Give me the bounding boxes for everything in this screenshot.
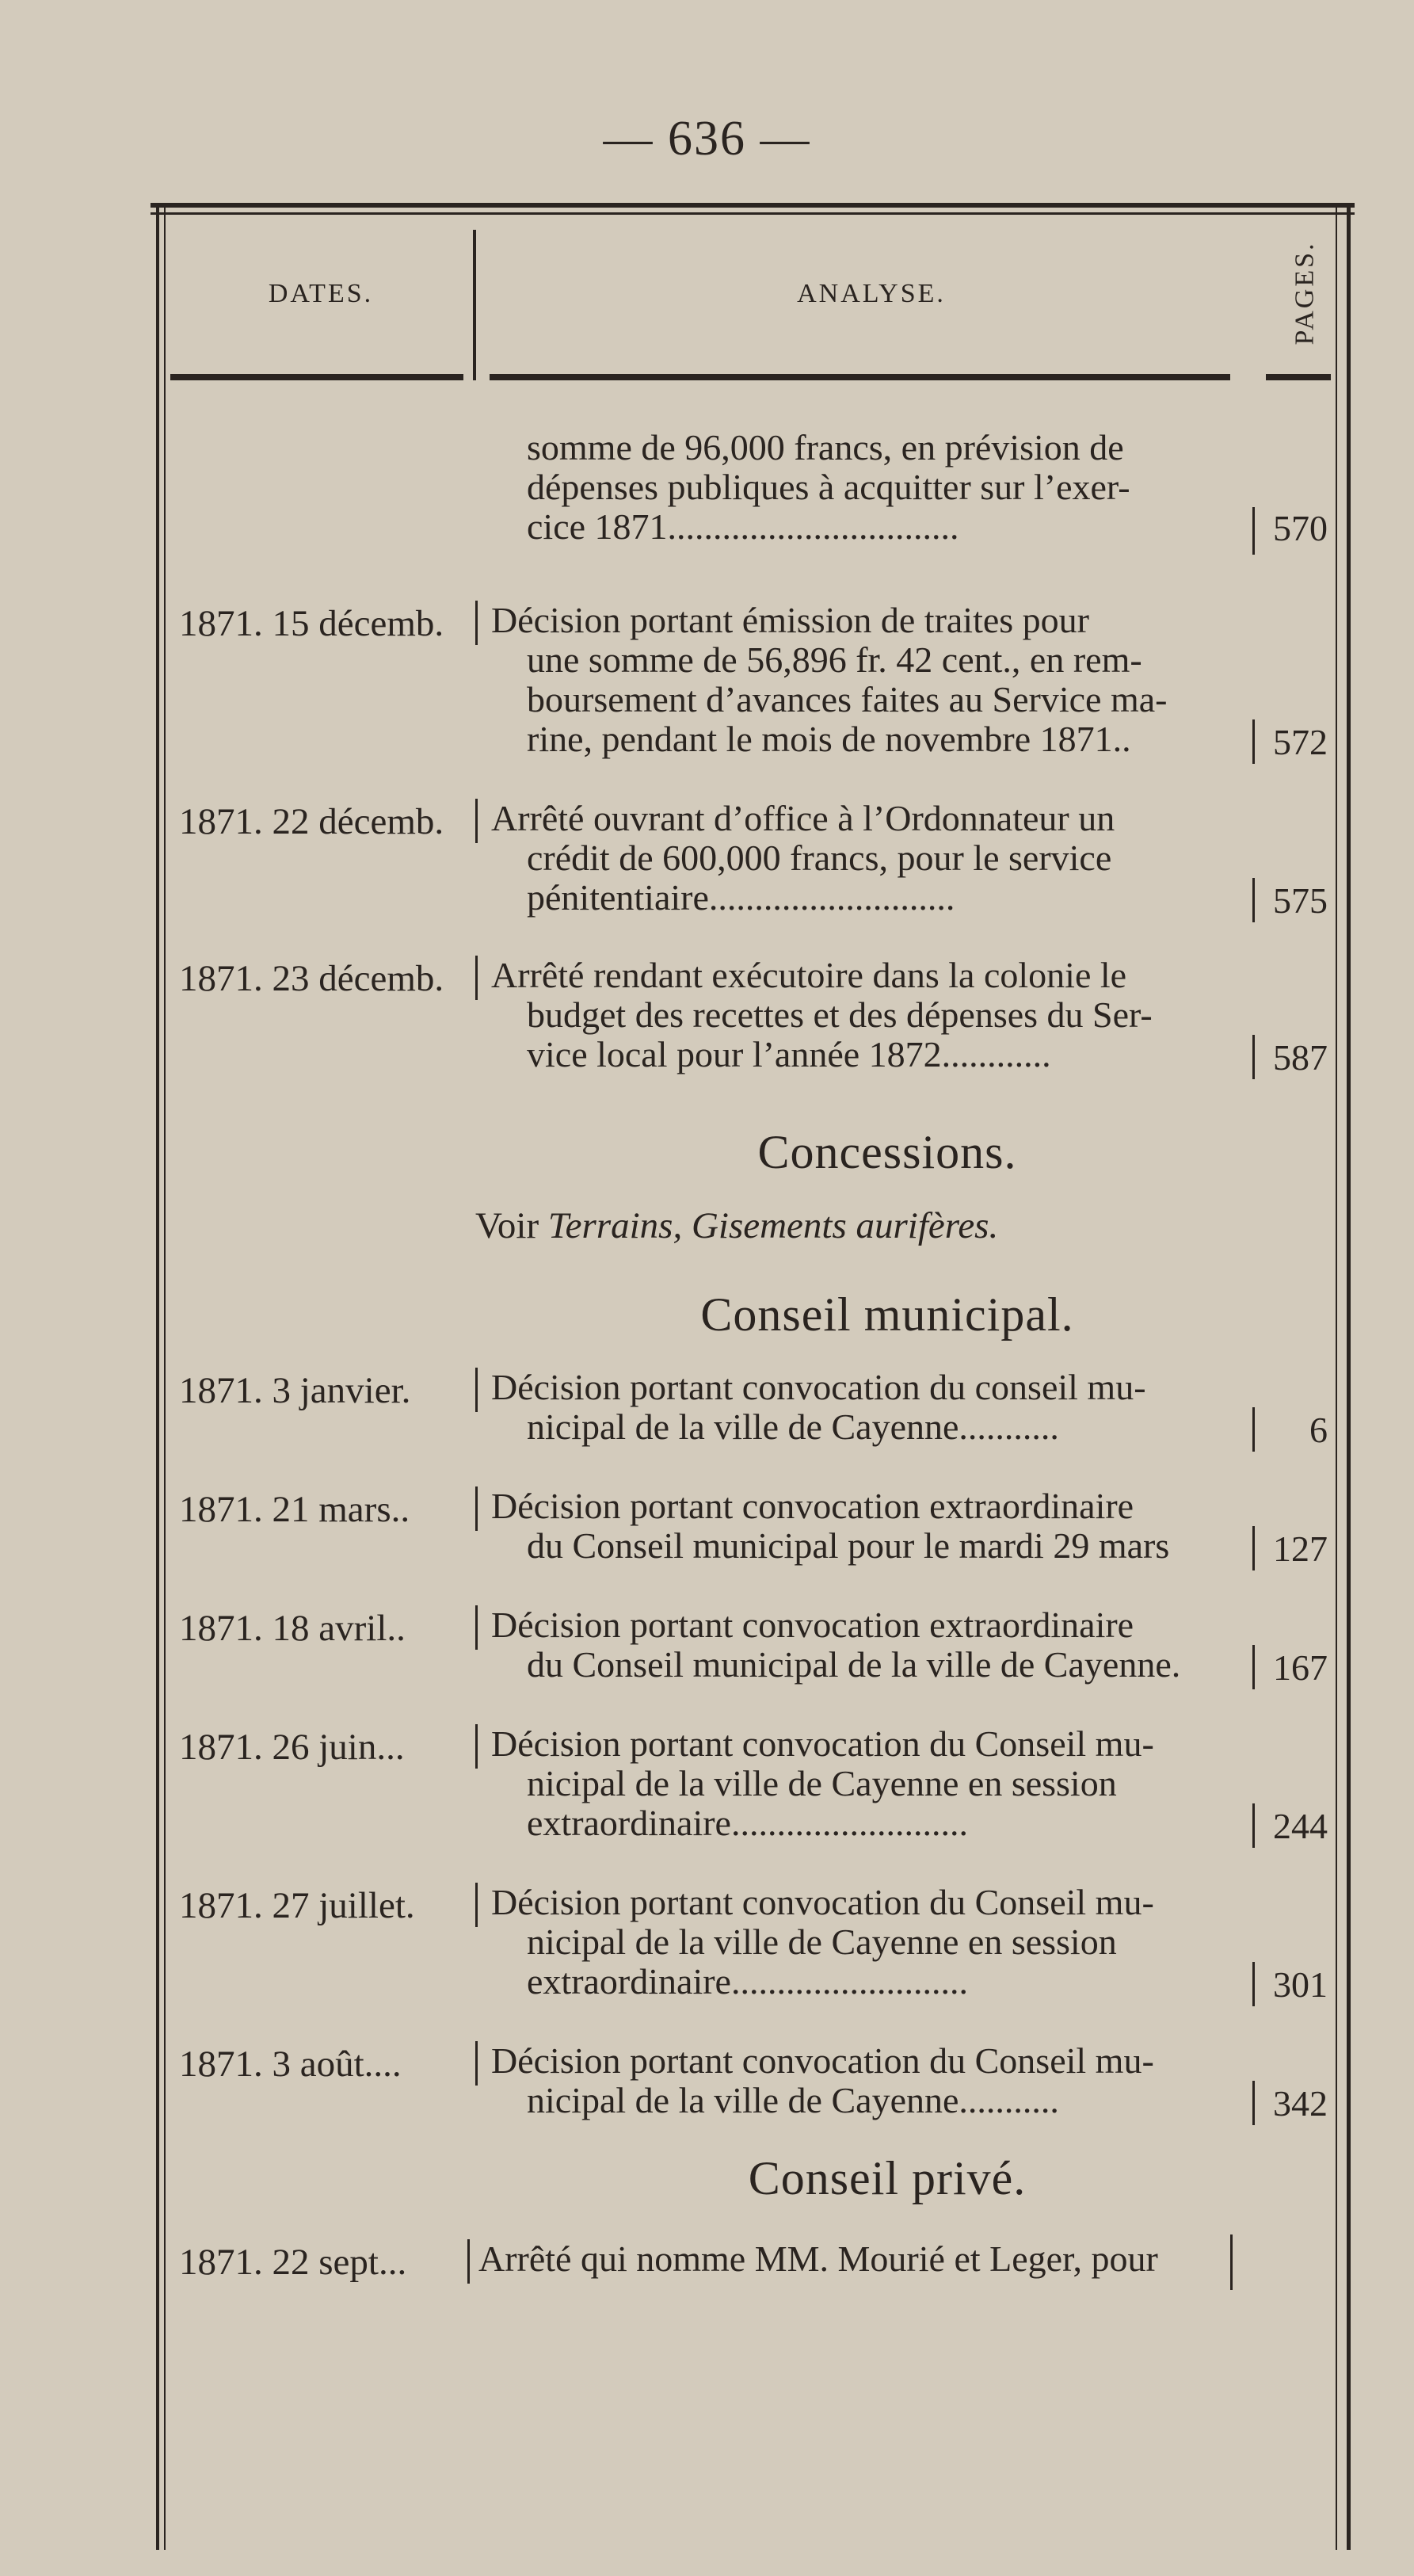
date-divider xyxy=(475,1724,478,1769)
page-ref: 127 xyxy=(1273,1528,1328,1569)
page-ref: 572 xyxy=(1273,722,1328,762)
row-analysis xyxy=(491,1724,1236,1843)
page-divider xyxy=(1252,1035,1255,1079)
analysis-line: Arrêté ouvrant d’office à l’Ordonnateur un xyxy=(491,798,1115,838)
header-pages-label: PAGES. xyxy=(1290,241,1321,345)
analysis-line: Décision portant convocation du Conseil mu- xyxy=(491,1882,1154,1922)
date-divider xyxy=(475,2041,478,2086)
analysis-line: du Conseil municipal de la ville de Cayenne. xyxy=(527,1644,1181,1685)
row-analysis xyxy=(491,1883,1236,2002)
page-divider xyxy=(1252,878,1255,922)
date-divider xyxy=(475,956,478,1000)
row-analysis xyxy=(491,799,1236,918)
analysis-line: nicipal de la ville de Cayenne en session xyxy=(527,1763,1117,1803)
analysis-line: Arrêté qui nomme MM. Mourié et Leger, pour xyxy=(478,2238,1158,2279)
analysis-line: Décision portant convocation du Conseil mu- xyxy=(491,1723,1154,1764)
page-divider xyxy=(1252,1803,1255,1848)
row-analysis xyxy=(491,601,1236,759)
analysis-line: Décision portant convocation extraordinaire xyxy=(491,1605,1134,1645)
date-divider xyxy=(475,1605,478,1650)
row-date: 1871. 3 janvier. xyxy=(179,1370,411,1411)
row-analysis xyxy=(491,1605,1236,1685)
row-date: 1871. 15 décemb. xyxy=(179,603,444,644)
analysis-line: nicipal de la ville de Cayenne........... xyxy=(527,2080,1059,2120)
analysis-line: crédit de 600,000 francs, pour le service xyxy=(527,838,1112,878)
date-divider xyxy=(467,2239,470,2284)
analysis-line: extraordinaire.......................... xyxy=(527,1961,968,2002)
page-ref: 342 xyxy=(1273,2083,1328,2124)
header-analyse: ANALYSE. xyxy=(797,279,946,308)
page-divider xyxy=(1252,1645,1255,1689)
header-dates: DATES. xyxy=(268,279,374,308)
page-divider xyxy=(1252,1526,1255,1570)
analysis-line: Décision portant émission de traites pour xyxy=(491,600,1090,640)
analysis-line: dépenses publiques à acquitter sur l’exer- xyxy=(527,467,1130,507)
cross-reference xyxy=(475,1204,998,1247)
row-date: 1871. 23 décemb. xyxy=(179,958,444,999)
frame-left-rule-thin xyxy=(164,208,166,2550)
date-divider xyxy=(475,799,478,843)
frame-left-rule xyxy=(156,208,159,2550)
analysis-line: Décision portant convocation du conseil mu- xyxy=(491,1367,1146,1407)
date-divider xyxy=(475,601,478,645)
analysis-line: nicipal de la ville de Cayenne en session xyxy=(527,1922,1117,1962)
cross-reference-targets: Terrains, Gisements aurifères. xyxy=(547,1205,999,1246)
analysis-line: extraordinaire.......................... xyxy=(527,1803,968,1843)
analysis-line: Décision portant convocation extraordinaire xyxy=(491,1486,1134,1526)
analysis-line: nicipal de la ville de Cayenne........... xyxy=(527,1406,1059,1447)
analysis-line: Arrêté rendant exécutoire dans la colonie le xyxy=(491,955,1127,995)
row-date: 1871. 3 août.... xyxy=(179,2044,402,2085)
analysis-line: boursement d’avances faites au Service ma- xyxy=(527,679,1168,719)
page-ref: 244 xyxy=(1273,1806,1328,1846)
frame-right-rule-thin xyxy=(1336,208,1337,2550)
page-ref: 301 xyxy=(1273,1964,1328,2005)
row-date: 1871. 27 juillet. xyxy=(179,1885,415,1926)
page-ref: 167 xyxy=(1273,1647,1328,1688)
row-date: 1871. 26 juin... xyxy=(179,1727,405,1768)
header-underline-analyse xyxy=(490,374,1230,380)
analysis-line: du Conseil municipal pour le mardi 29 mars xyxy=(527,1525,1170,1566)
row-date: 1871. 22 décemb. xyxy=(179,801,444,842)
page-divider xyxy=(1252,1407,1255,1452)
analysis-line: vice local pour l’année 1872............ xyxy=(527,1034,1051,1074)
page-ref: 6 xyxy=(1309,1410,1328,1450)
page-divider xyxy=(1252,719,1255,764)
page-divider xyxy=(1252,2081,1255,2125)
frame-top-rule xyxy=(151,203,1355,208)
section-heading-conseil-municipal: Conseil municipal. xyxy=(700,1288,1074,1341)
row-analysis xyxy=(527,428,1271,547)
row-analysis xyxy=(478,2239,1223,2279)
header-underline-dates xyxy=(170,374,463,380)
row-analysis xyxy=(491,956,1236,1074)
row-analysis xyxy=(491,2041,1236,2120)
frame-right-rule xyxy=(1347,203,1351,2550)
analysis-line: rine, pendant le mois de novembre 1871.. xyxy=(527,719,1131,759)
analysis-line: pénitentiaire........................... xyxy=(527,877,955,918)
date-divider xyxy=(475,1883,478,1927)
page-divider xyxy=(1252,507,1255,555)
date-divider xyxy=(475,1368,478,1412)
page-divider xyxy=(1252,1962,1255,2006)
cross-reference-prefix: Voir xyxy=(475,1205,539,1246)
header-pages xyxy=(1282,222,1329,364)
analysis-line: cice 1871................................ xyxy=(527,506,959,547)
section-heading-conseil-prive: Conseil privé. xyxy=(748,2152,1027,2204)
header-underline-pages xyxy=(1266,374,1331,380)
page-ref: 587 xyxy=(1273,1037,1328,1078)
section-heading-concessions: Concessions. xyxy=(757,1126,1017,1178)
row-analysis xyxy=(491,1486,1236,1566)
analysis-line: somme de 96,000 francs, en prévision de xyxy=(527,427,1124,467)
analysis-line: une somme de 56,896 fr. 42 cent., en rem- xyxy=(527,639,1142,680)
page-ref: 575 xyxy=(1273,880,1328,921)
frame-top-rule-thin xyxy=(151,212,1355,215)
row-date: 1871. 22 sept... xyxy=(179,2242,407,2283)
analysis-line: Décision portant convocation du Conseil mu- xyxy=(491,2040,1154,2081)
page-number: — 636 — xyxy=(603,112,811,166)
page-divider xyxy=(1230,2234,1233,2290)
date-divider xyxy=(475,1486,478,1531)
row-analysis xyxy=(491,1368,1236,1447)
row-date: 1871. 18 avril.. xyxy=(179,1608,406,1649)
analysis-line: budget des recettes et des dépenses du Ser- xyxy=(527,994,1153,1035)
row-date: 1871. 21 mars.. xyxy=(179,1489,410,1530)
page-ref: 570 xyxy=(1273,508,1328,548)
